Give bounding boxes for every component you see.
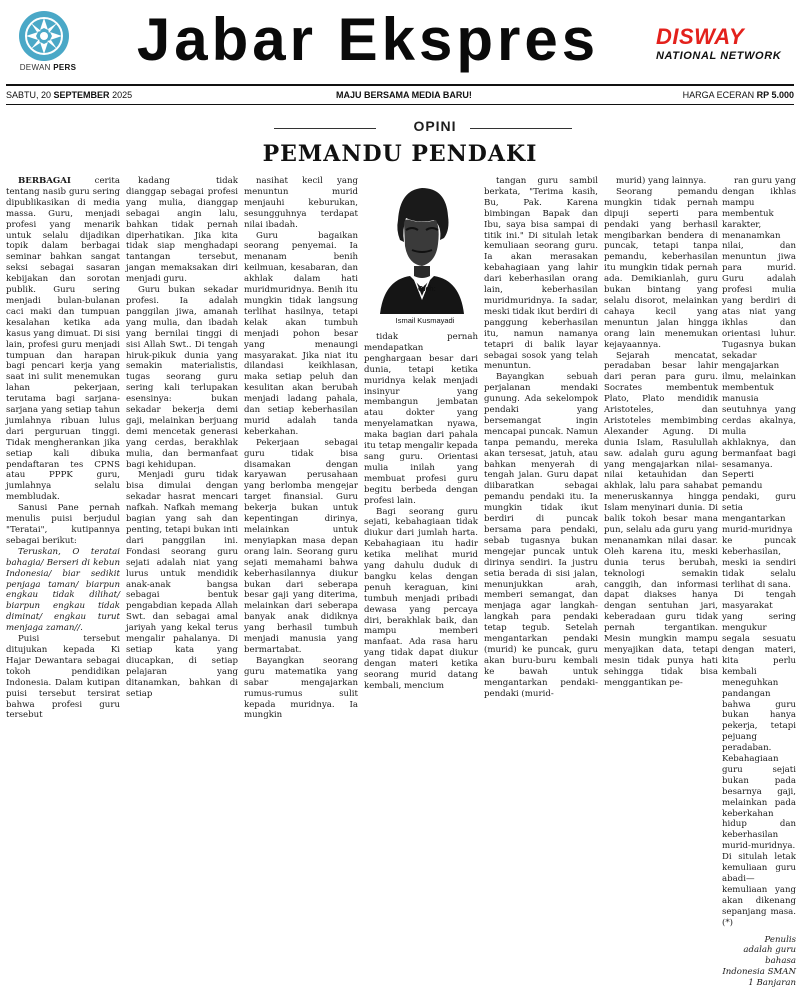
author-photo <box>370 180 470 314</box>
rubric-line-right <box>470 128 572 129</box>
article-column-4 <box>364 332 478 691</box>
disway-brand: DISWAY <box>656 24 745 49</box>
column-1-text-2: Sanusi Pane pernah menulis puisi berjudul "Teratai", kutipannya sebagai berikut: <box>6 503 120 546</box>
dewan-pers-logo <box>18 10 70 62</box>
column-4-text-2: Bagi seorang guru sejati, kebahagiaan tidak diukur dari jumlah harta. Kebahagiaan itu hadir ketika melihat murid yang dahulu duduk di bangku kelas dengan penuh keraguan, kini tumbuh menjadi pribadi dewasa yang percaya diri, berakhlak baik, dan mampu memberi manfaat. Ada rasa haru yang tidak dapat diukur dengan materi ketika seorang murid datang kembali, mencium <box>364 506 478 691</box>
column-4-text: tidak pernah mendapatkan penghargaan besar dari dunia, tetapi ketika muridnya kelak menjadi insinyur yang membangun jembatan atau dokter yang menyelamatkan nyawa, maka bagian dari pahala itu tetap mengalir kepada sang guru. Orientasi mulia inilah yang membuat profesi guru begitu berbeda dengan profesi lain. <box>364 332 478 506</box>
article-column-5 <box>484 176 598 699</box>
info-bar <box>6 88 794 102</box>
column-3-text-2: Guru bagaikan seorang penyemai. Ia menanam benih keilmuan, kesabaran, dan akhlak dalam hati muridmuridnya. Benih itu mungkin tidak langsung terlihat hasilnya, tetapi kelak akan tumbuh menjadi pohon besar yang menaungi masyarakat. Jika niat itu dilandasi keikhlasan, maka setiap peluh dan kesulitan akan berubah menjadi ladang pahala, dan setiap keberhasilan murid adalah tanda keberkahan. <box>244 230 358 437</box>
dewan-pers-label: DEWAN PERS <box>19 63 77 72</box>
column-2-text-2: Guru bukan sekadar profesi. Ia adalah panggilan jiwa, amanah yang mulia, dan ibadah yang bernilai tinggi di sisi Allah Swt.. Di tengah hiruk-pikuk dunia yang semakin materialistis, tugas seorang guru sering kali terlupakan esensinya: bukan sekadar bekerja demi gaji, melainkan berjuang demi mencetak generasi yang cerdas, berakhlak mulia, dan bermanfaat bagi kehidupan. <box>126 285 238 470</box>
column-2-text-3: Menjadi guru tidak bisa dimulai dengan sekadar hasrat mencari nafkah. Nafkah memang bagian yang sah dan penting, tetapi bukan inti dari panggilan ini. Fondasi seorang guru sejati adalah niat yang lurus untuk mendidik anak-anak bangsa sebagai bentuk pengabdian kepada Allah Swt. dan sebagai amal jariyah yang kekal terus mengalir pahalanya. Di setiap kata yang diucapkan, di setiap pelajaran yang ditanamkan, bahkan di setiap <box>126 470 238 699</box>
column-5-text-2: Bayangkan sebuah perjalanan mendaki gunung. Ada sekelompok pendaki yang bersemangat ingin mencapai puncak. Namun tanpa pemandu, mereka akan tersesat, jatuh, atau bahkan menyerah di tengah jalan. Guru dapat diibaratkan sebagai pemandu pendaki itu. Ia mungkin tidak ikut berdiri di puncak bersama para pendaki, sebab tugasnya bukan mengejar puncak untuk dirinya sendiri. Ia justru setia berada di sisi jalan, menunjukkan arah, memberi semangat, dan menjaga agar langkah-langkah para pendaki tetap tegub. Setelah mengantarkan pendaki (murid) ke puncak, guru akan buru-buru kembali ke bawah untuk mengantarkan pendaki-pendaki (murid- <box>484 372 598 699</box>
section-rubric: OPINI <box>413 118 457 134</box>
rubric-line-left <box>274 128 376 129</box>
article-column-2 <box>126 176 238 699</box>
masthead <box>0 0 800 82</box>
column-6-text: murid) yang lainnya. <box>616 176 707 186</box>
price: HARGA ECERAN RP 5.000 <box>682 90 794 100</box>
newspaper-title: Jabar Ekspres <box>136 6 600 73</box>
poem-quote: Teruskan, O teratai bahagia/ Berseri di kebun Indonesia/ biar sedikit penjaga taman/ biarpun engkau tidak dilihat/ biarpun engkau tidak diminat/ engkau turut menjaga zaman//. <box>6 546 120 634</box>
author-signature: Penulis adalah guru bahasa Indonesia SMAN 1 Banjaran <box>722 934 796 989</box>
author-label: Oleh: <box>418 286 436 293</box>
column-7-text: ran guru yang dengan ikhlas mampu membentuk karakter, menanamkan nilai, dan menuntun jiwa para murid. Guru adalah profesi mulia yang berdiri di atas niat yang ikhlas dan orientasi luhur. Tugasnya bukan sekadar mengajarkan ilmu, melainkan membentuk manusia seutuhnya yang cerdas akalnya, mulia akhlaknya, dan bermanfaat bagi sesamanya. Seperti pemandu pendaki, guru setia mengantarkan murid-muridnya ke puncak keberhasilan, meski ia sendiri tidak selalu terlihat di sana. <box>722 176 796 590</box>
disway-network-label: NATIONAL NETWORK <box>656 50 782 62</box>
column-3-text-3: Pekerjaan sebagai guru tidak bisa disamakan dengan karyawan perusahaan yang berlomba mengejar target finansial. Guru bekerja bukan untuk kepentingan dirinya, melainkan untuk menyiapkan masa depan orang lain. Seorang guru sejati memahami bahwa keberhasilannya diukur bukan dari seberapa besar gaji yang diterima, melainkan dari seberapa banyak anak didiknya yang berhasil tumbuh menjadi manusia yang bermartabat. <box>244 437 358 655</box>
bottom-rule <box>6 104 794 105</box>
article-column-1 <box>6 176 120 721</box>
column-3-text: nasihat kecil yang menuntun murid menjauhi keburukan, sesungguhnya terdapat nilai ibadah. <box>244 176 358 230</box>
column-3-text-4: Bayangkan seorang guru matematika yang sabar mengajarkan rumus-rumus sulit kepada muridnya. Ia mungkin <box>244 655 358 721</box>
issue-date: SABTU, 20 SEPTEMBER 2025 <box>6 90 133 100</box>
column-6-text-2: Seorang pemandu mungkin tidak pernah dipuji seperti para pendaki yang berhasil mengibarkan bendera di puncak, tetapi tanpa pemandu, keberhasilan itu mungkin tidak pernah ada. Demikianlah, guru bukan bintang yang selalu disorot, melainkan cahaya kecil yang menuntun jalan hingga orang lain menemukan kejayaannya. <box>604 186 718 350</box>
article-column-7 <box>722 176 796 989</box>
slogan: MAJU BERSAMA MEDIA BARU! <box>336 90 472 100</box>
author-name: Ismail Kusmayadi <box>395 316 455 325</box>
article-column-3 <box>244 176 358 721</box>
column-2-text: kadang tidak dianggap sebagai profesi yang mulia, dianggap sebagai angin lalu, bahkan tidak pernah diperhatikan. Jika kita tidak siap menghadapi tantangan tersebut, jangan memaksakan diri menjadi guru. <box>126 176 238 285</box>
column-7-text-2: Di tengah masyarakat yang sering mengukur segala sesuatu dengan materi, kita perlu kembali meneguhkan pandangan bahwa guru bukan hanya pekerja, tetapi pejuang peradaban. Kebahagiaan guru sejati bukan pada besarnya gaji, melainkan pada keberkahan hidup dan keberhasilan murid-muridnya. Di situlah letak kemuliaan guru abadi—kemuliaan yang akan dikenang sepanjang masa. (*) <box>722 590 796 928</box>
column-5-text: tangan guru sambil berkata, "Terima kasih, Bu, Pak. Karena bimbingan Bapak dan Ibu, saya bisa sampai di titik ini." Di situlah letak kemuliaan seorang guru. Ia akan merasakan kebahagiaan yang lahir dari keberhasilan orang lain, keberhasilan muridmuridnya. Ia sadar, meski tidak ikut berdiri di panggung keberhasilan itu, namun namanya tetapri di balik layar sebagai sosok yang telah menuntun. <box>484 176 598 372</box>
column-1-text: cerita tentang nasib guru sering dipublikasikan di media massa. Guru, menjadi profesi yang menarik untuk selalu dijadikan topik dalam berbagai seminar bahkan sangat seksi sebagai sasaran kebijakan dan sorotan publik. Guru sering menjadi bulan-bulanan caci maki dan tumpuan kesalahan ketika ada kasus yang dimuat. Di sisi lain, profesi guru menjadi tumpuan dan harapan bagi pencari kerja yang saat ini sulit menemukan lahan pekerjaan, terutama bagi sarjana-sarjana yang setiap tahun jumlahnya ribuan lulus dari perguruan tinggi. Tidak mengherankan jika setiap kali dibuka pendaftaran tes CPNS atau PPPK guru, jumlahnya selalu membludak. <box>6 176 120 503</box>
column-1-text-3: Puisi tersebut ditujukan kepada Ki Hajar Dewantara sebagai tokoh pendidikan Indonesia. Dalam kutipan puisi tersebut tersirat bahwa profesi guru tersebut <box>6 634 120 721</box>
article-column-6 <box>604 176 718 688</box>
disway-logo <box>656 26 796 62</box>
top-rule <box>6 84 794 86</box>
column-6-text-3: Sejarah mencatat, peradaban besar lahir dari peran para guru. Socrates membentuk Plato, Plato mendidik Aristoteles, dan Aristoteles membimbing Alexander Agung. Di dunia Islam, Rasulullah saw. adalah guru agung yang mengajarkan nilai-nilai ketauhidan dan akhlak, lalu para sahabat meneruskannya hingga Islam menyinari dunia. Di balik tokoh besar mana pun, selalu ada guru yang menanamkan nilai dasar. Oleh karena itu, meski dunia terus berubah, teknologi semakin canggih, dan informasi dapat diakses hanya dengan sentuhan jari, keberadaan guru tidak pernah tergantikan. Mesin mungkin mampu menyajikan data, tetapi mesin tidak punya hati sehingga tidak bisa menggantikan pe- <box>604 350 718 688</box>
lead-word: BERBAGAI <box>18 176 71 186</box>
article-title: PEMANDU PENDAKI <box>262 141 538 167</box>
